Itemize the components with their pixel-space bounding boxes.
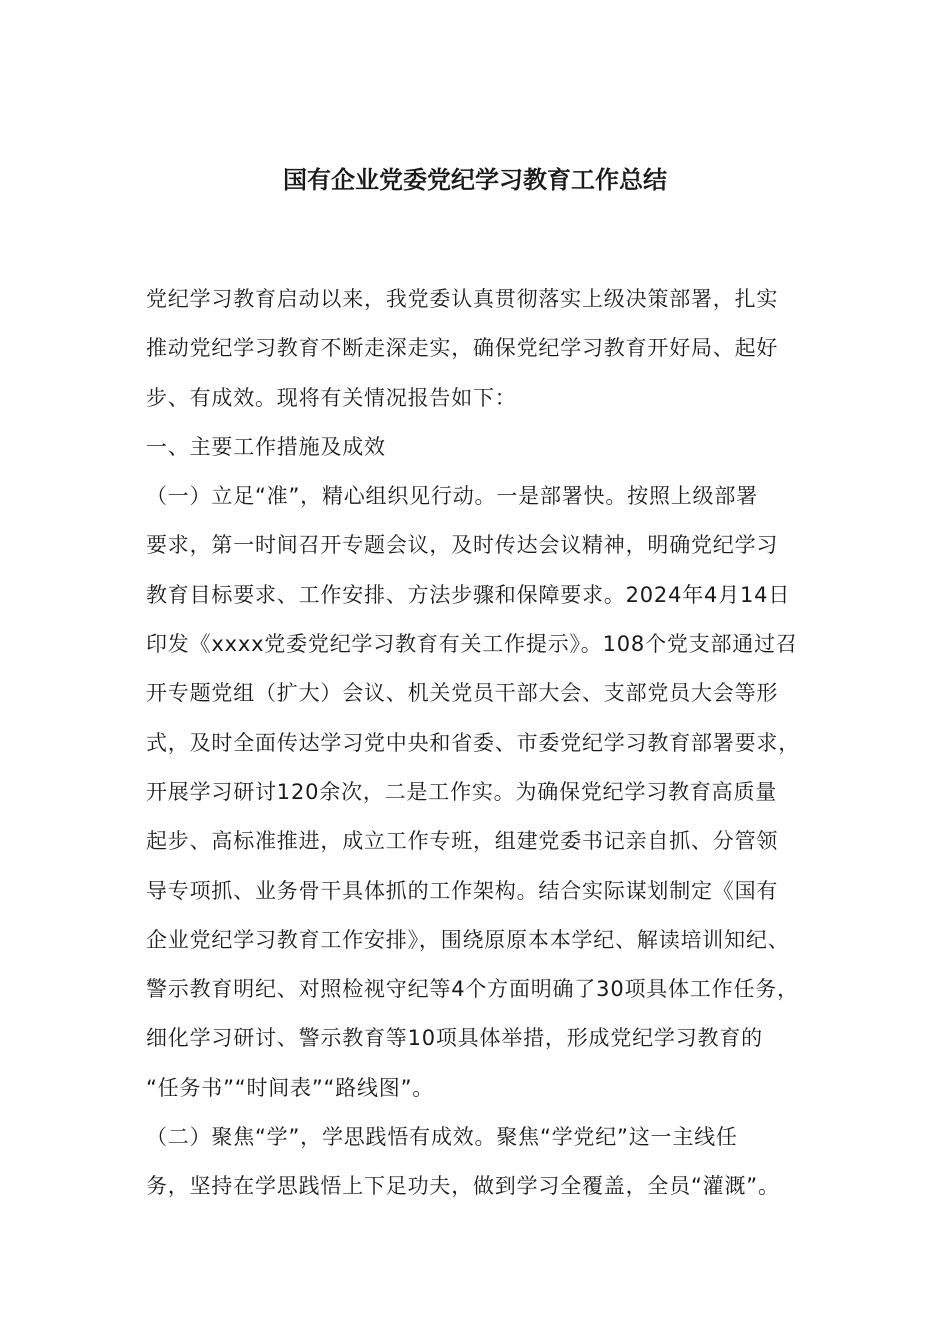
subsection-heading-line: （二）聚焦“学”，学思践悟有成效。聚焦“学党纪”这一主线任 (146, 1125, 738, 1150)
text-line: 推动党纪学习教育不断走深走实，确保党纪学习教育开好局、起好 (146, 336, 779, 361)
text-line: 企业党纪学习教育工作安排》，围绕原原本本学纪、解读培训知纪、 (146, 927, 790, 952)
document-title: 国有企业党委党纪学习教育工作总结 (283, 166, 667, 194)
text-line: 开专题党组（扩大）会议、机关党员干部大会、支部党员大会等形 (146, 681, 779, 706)
text-line: 步、有成效。现将有关情况报告如下： (146, 385, 517, 410)
text-line: 党纪学习教育启动以来，我党委认真贯彻落实上级决策部署，扎实 (146, 287, 779, 311)
text-line: 印发《xxxx党委党纪学习教育有关工作提示》。108个党支部通过召 (146, 632, 798, 657)
text-line: 开展学习研讨120余次，二是工作实。为确保党纪学习教育高质量 (146, 779, 778, 804)
text-line: 要求，第一时间召开专题会议，及时传达会议精神，明确党纪学习 (146, 533, 779, 558)
text-line: 警示教育明纪、对照检视守纪等4个方面明确了30项具体工作任务， (146, 977, 799, 1002)
section-heading: 一、主要工作措施及成效 (146, 434, 386, 459)
text-line: 起步、高标准推进，成立工作专班，组建党委书记亲自抓、分管领 (146, 829, 779, 854)
text-line: 式，及时全面传达学习党中央和省委、市委党纪学习教育部署要求， (146, 730, 800, 755)
text-line: “任务书”“时间表”“路线图”。 (146, 1075, 435, 1100)
text-line: 导专项抓、业务骨干具体抓的工作架构。结合实际谋划制定《国有 (146, 878, 779, 903)
text-line: 细化学习研讨、警示教育等10项具体举措，形成党纪学习教育的 (146, 1026, 763, 1051)
text-line: 教育目标要求、工作安排、方法步骤和保障要求。2024年4月14日 (146, 582, 791, 607)
text-line: 务，坚持在学思践悟上下足功夫，做到学习全覆盖，全员“灌溉”。 (146, 1174, 780, 1199)
subsection-heading-line: （一）立足“准”，精心组织见行动。一是部署快。按照上级部署 (146, 484, 758, 509)
document-body (146, 275, 836, 1212)
